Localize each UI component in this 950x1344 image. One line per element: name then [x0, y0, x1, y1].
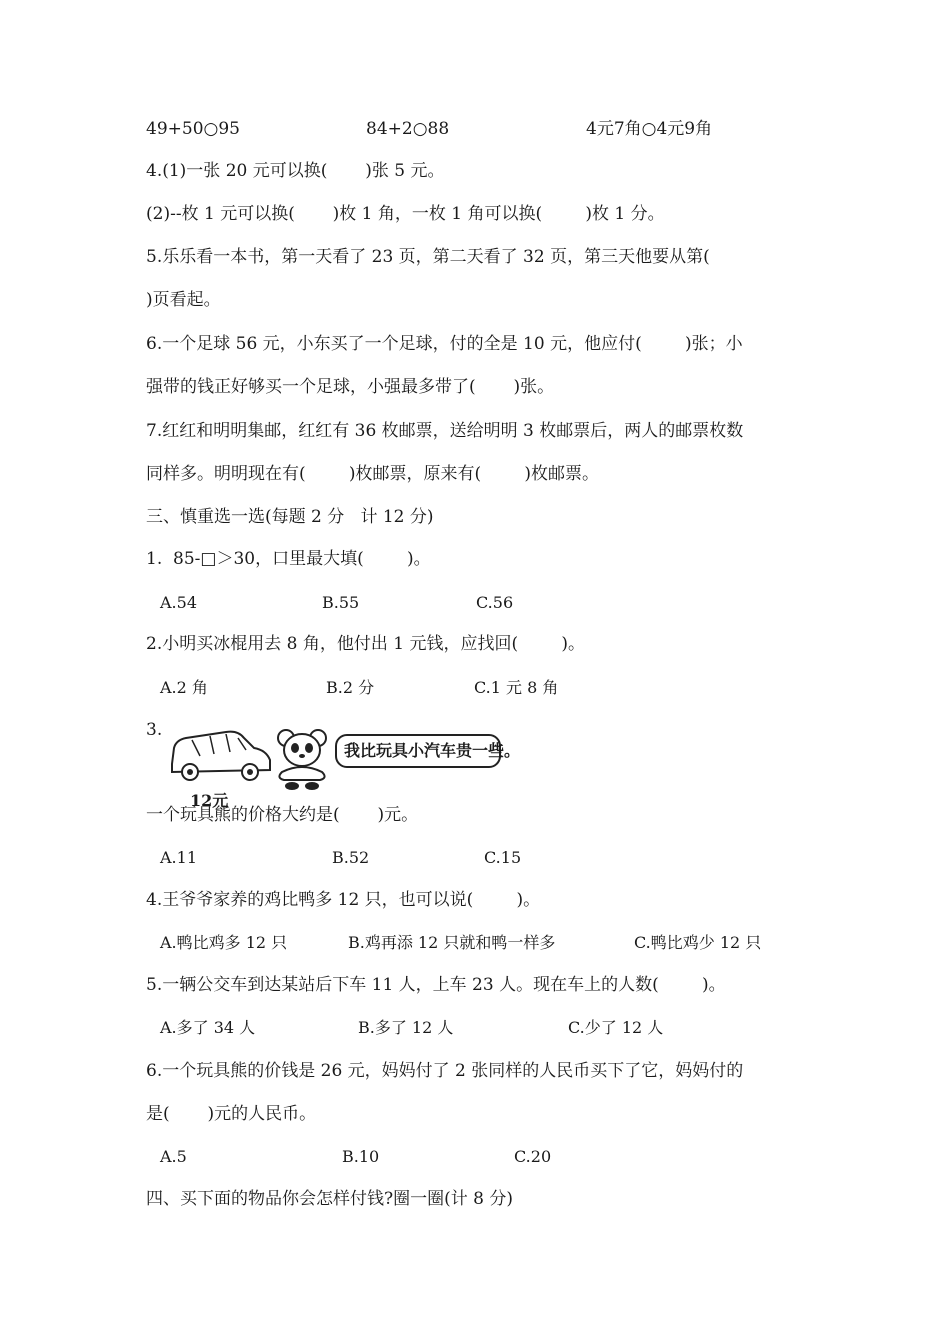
s3-q6-option-a: A.5 [160, 1147, 187, 1166]
q5-line-2: )页看起。 [146, 290, 221, 310]
s3-q3-stem: 一个玩具熊的价格大约是( )元。 [146, 805, 419, 825]
s3-q5-stem: 5.一辆公交车到达某站后下车 11 人，上车 23 人。现在车上的人数( )。 [146, 975, 726, 995]
s3-q2-option-b: B.2 分 [326, 678, 375, 697]
s3-q4-option-c: C.鸭比鸡少 12 只 [634, 933, 762, 952]
s3-q5-option-c: C.少了 12 人 [568, 1018, 664, 1037]
s3-q6-option-c: C.20 [514, 1147, 552, 1166]
s3-q2-stem: 2.小明买冰棍用去 8 角，他付出 1 元钱，应找回( )。 [146, 634, 585, 654]
s3-q2-option-c: C.1 元 8 角 [474, 678, 559, 697]
q4-line-1: 4.(1)一张 20 元可以换( )张 5 元。 [146, 161, 445, 181]
s3-q5-option-b: B.多了 12 人 [358, 1018, 454, 1037]
s3-q3-option-b: B.52 [332, 848, 370, 867]
s3-q4-stem: 4.王爷爷家养的鸡比鸭多 12 只，也可以说( )。 [146, 890, 541, 910]
section-4-heading: 四、买下面的物品你会怎样付钱?圈一圈(计 8 分) [146, 1189, 514, 1209]
s3-q6-line-1: 6.一个玩具熊的价钱是 26 元，妈妈付了 2 张同样的人民币买下了它，妈妈付的 [146, 1061, 744, 1081]
section-3-heading: 三、慎重选一选(每题 2 分 计 12 分) [146, 507, 434, 527]
s3-q1-option-b: B.55 [322, 593, 360, 612]
toy-car-illustration [166, 726, 276, 786]
s3-q1-option-c: C.56 [476, 593, 514, 612]
speech-bubble-text: 我比玩具小汽车贵一些。 [344, 741, 521, 760]
compare-item-1: 49+50○95 [146, 119, 240, 139]
s3-q5-option-a: A.多了 34 人 [160, 1018, 256, 1037]
q7-line-1: 7.红红和明明集邮，红红有 36 枚邮票，送给明明 3 枚邮票后，两人的邮票枚数 [146, 421, 744, 441]
s3-q4-option-a: A.鸭比鸡多 12 只 [160, 933, 288, 952]
q6-line-2: 强带的钱正好够买一个足球，小强最多带了( )张。 [146, 377, 555, 397]
s3-q1-stem: 1. 85-□＞30，口里最大填( )。 [146, 549, 431, 569]
s3-q6-line-2: 是( )元的人民币。 [146, 1104, 317, 1124]
compare-item-2: 84+2○88 [366, 119, 450, 139]
s3-q2-option-a: A.2 角 [160, 678, 208, 697]
q4-line-2: (2)--枚 1 元可以换( )枚 1 角，一枚 1 角可以换( )枚 1 分。 [146, 204, 665, 224]
s3-q3-option-c: C.15 [484, 848, 522, 867]
toy-bear-illustration [272, 726, 334, 792]
q5-line-1: 5.乐乐看一本书，第一天看了 23 页，第二天看了 32 页，第三天他要从第( [146, 247, 710, 267]
compare-item-3: 4元7角○4元9角 [586, 119, 713, 139]
s3-q6-option-b: B.10 [342, 1147, 380, 1166]
q7-line-2: 同样多。明明现在有( )枚邮票，原来有( )枚邮票。 [146, 464, 599, 484]
s3-q3-number: 3. [146, 720, 163, 740]
car-price-label: 12元 [190, 791, 229, 810]
s3-q1-option-a: A.54 [160, 593, 197, 612]
s3-q3-option-a: A.11 [160, 848, 197, 867]
q6-line-1: 6.一个足球 56 元，小东买了一个足球，付的全是 10 元，他应付( )张；小 [146, 334, 743, 354]
s3-q4-option-b: B.鸡再添 12 只就和鸭一样多 [348, 933, 556, 952]
